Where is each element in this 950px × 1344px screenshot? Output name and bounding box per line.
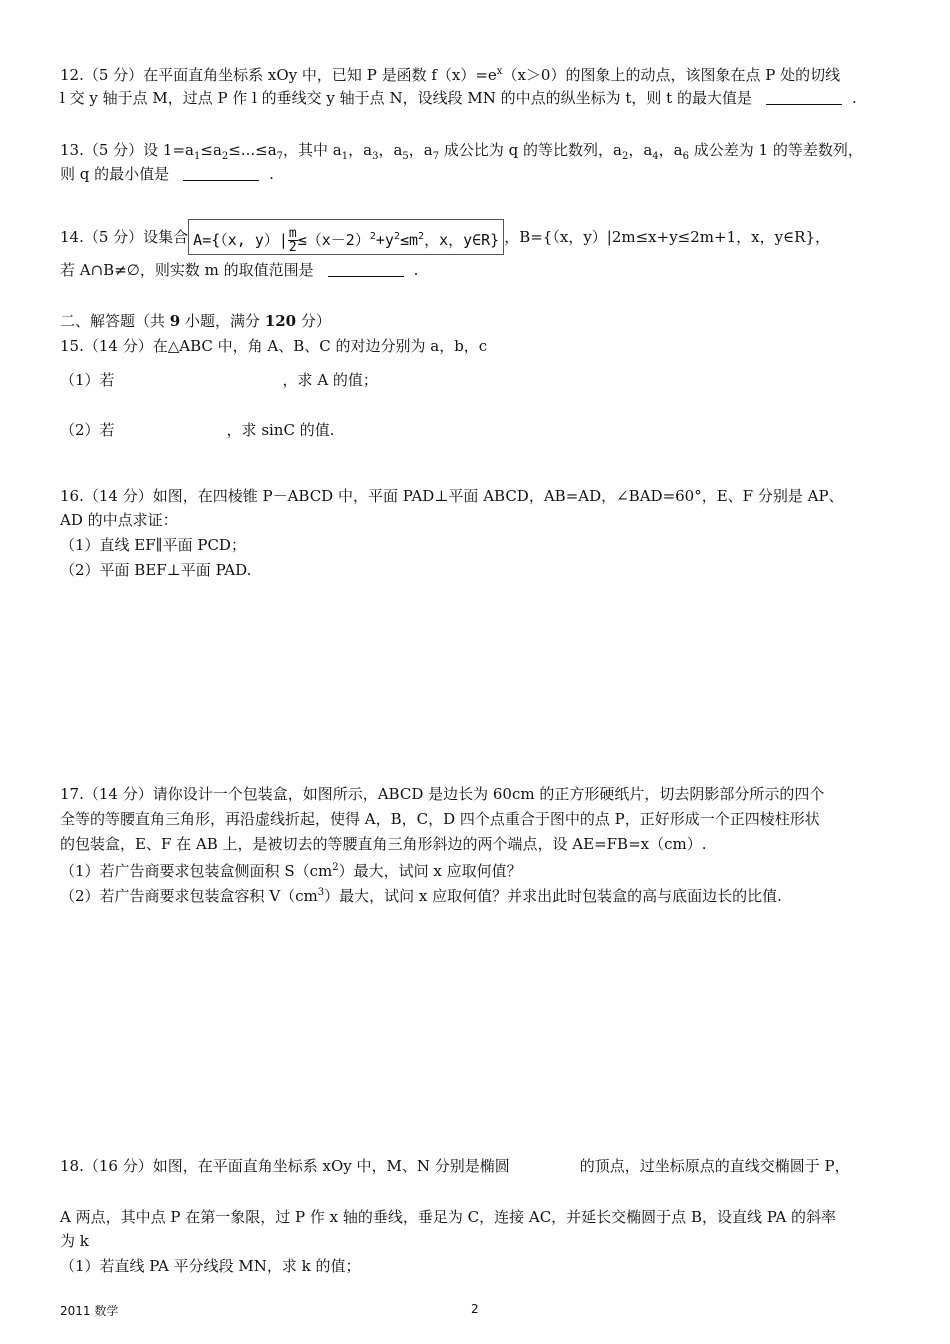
q12-line1: 12.（5 分）在平面直角坐标系 xOy 中，已知 P 是函数 $f(x)=e^x(x>0)$的图象上的动点，该图象在点 P 处的切线	[60, 66, 841, 84]
q18-line1: 18.（16 分）如图，在平面直角坐标系 xOy 中，M、N 分别是椭圆 的顶点，过坐标原点的直线交椭圆于 P，	[60, 1157, 850, 1175]
q18-line4: （1）若直线 PA 平分线段 MN，求 k 的值；	[60, 1257, 361, 1275]
q17-line1: 17.（14 分）请你设计一个包装盒，如图所示，ABCD 是边长为 60cm 的正方形硬纸片，切去阴影部分所示的四个	[60, 785, 825, 803]
fraction: $\frac{m}{2}$	[288, 226, 297, 255]
footer-left: 2011 数学	[60, 1304, 119, 1318]
q18-line2: A 两点，其中点 P 在第一象限，过 P 作 x 轴的垂线，垂足为 C，连接 AC，并延长交椭圆于点 B，设直线 PA 的斜率	[60, 1208, 837, 1226]
answer-blank[interactable]	[328, 262, 404, 277]
q16-line4: （2）平面 BEF⊥平面 PAD.	[60, 561, 252, 579]
q16-line1: 16.（14 分）如图，在四棱锥 P－ABCD 中，平面 PAD⊥平面 ABCD，AB=AD，∠BAD=60°，E、F 分别是 AP、	[60, 487, 844, 505]
q16-line2: AD 的中点求证：	[60, 511, 178, 529]
q17-line4: （1）若广告商要求包装盒侧面积 $S(cm^2)$最大，试问 x 应取何值？	[60, 862, 522, 880]
q17-line3: 的包装盒，E、F 在 AB 上，是被切去的等腰直角三角形斜边的两个端点，设 AE=FB=x（cm）.	[60, 835, 707, 853]
q12-line2: l 交 y 轴于点 M，过点 P 作 l 的垂线交 y 轴于点 N，设线段 MN 的中点的纵坐标为 t，则 t 的最大值是 .	[60, 89, 857, 107]
q15-line1: 15.（14 分）在△ABC 中，角 A、B、C 的对边分别为 a，b，c	[60, 337, 488, 355]
set-a-formula: A={（x, y）| $\frac{m}{2}$ $\le(x-2)^2+y^2\le m^2$，x，y∈R}	[188, 219, 504, 255]
q13-line1: 13.（5 分）设 $1=a_1\le a_2\le...\le a_7$，其中 $a_1$，$a_3$，$a_5$，$a_7$ 成公比为 q 的等比数列，$a_2$，$a_4$，$a_6$ 成公差为 1 的等差数列，	[60, 141, 863, 162]
q18-line3: 为 k	[60, 1232, 89, 1250]
q15-part1: （1）若 ，求 A 的值；	[60, 371, 378, 389]
answer-blank[interactable]	[766, 90, 842, 105]
q17-line2: 全等的等腰直角三角形，再沿虚线折起，使得 A，B，C，D 四个点重合于图中的点 P，正好形成一个正四棱柱形状	[60, 810, 820, 828]
q15-part2: （2）若 ，求 sinC 的值.	[60, 421, 335, 439]
q17-line5: （2）若广告商要求包装盒容积 $V(cm^3)$最大，试问 x 应取何值？并求出此时包装盒的高与底面边长的比值.	[60, 887, 782, 905]
q16-line3: （1）直线 EF∥平面 PCD；	[60, 536, 246, 554]
q14-line2: 若 A∩B≠∅，则实数 m 的取值范围是 .	[60, 261, 419, 279]
section-heading: 二、解答题（共 9 小题，满分 120 分）	[60, 312, 331, 330]
answer-blank[interactable]	[183, 166, 259, 181]
q13-line2: 则 q 的最小值是 .	[60, 165, 274, 183]
q14-line1: 14.（5 分）设集合 A={（x, y）| $\frac{m}{2}$ $\le(x-2)^2+y^2\le m^2$，x，y∈R} ，B={（x，y）|2m≤x+y≤2m+1，x，y∈R}，	[60, 220, 830, 256]
page-number: 2	[471, 1302, 479, 1316]
